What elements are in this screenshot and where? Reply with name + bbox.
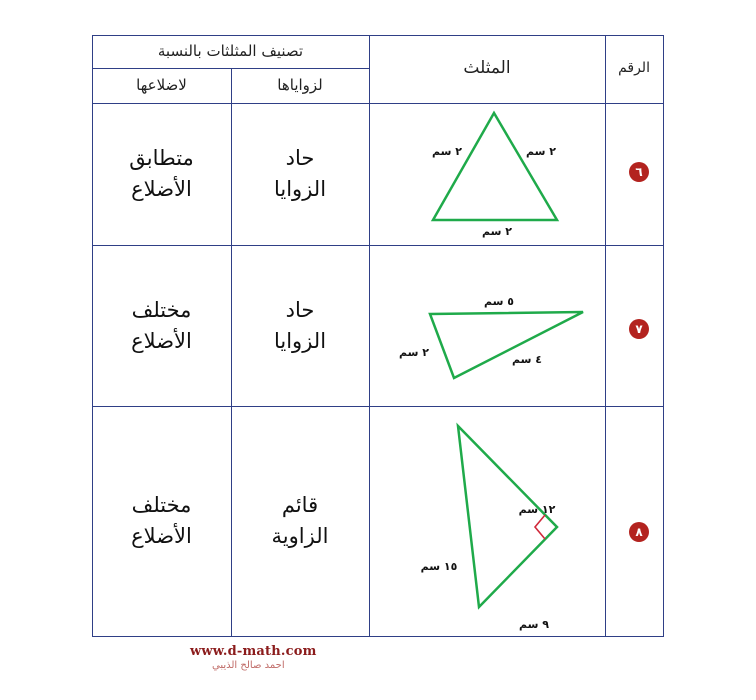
row-8-angles-line-2: الزاوية xyxy=(271,524,329,548)
row-6-equilateral-triangle xyxy=(433,113,557,220)
row-8-label-upper: ١٢ سم xyxy=(518,503,556,516)
row-6-sides-classification xyxy=(92,103,231,245)
row-7-sides-line-1: مختلف xyxy=(131,297,192,322)
row-8-right-triangle xyxy=(458,426,557,607)
row-7-number-badge: ٧ xyxy=(629,319,649,339)
by-angles-header: لزواياها xyxy=(277,76,323,95)
footer-website-url: www.d-math.com xyxy=(190,644,317,659)
row-7-label-top: ٥ سم xyxy=(484,295,514,308)
triangle-header: المثلث xyxy=(463,58,511,79)
row-7-sides-line-2: الأضلاع xyxy=(131,328,192,353)
row-6-sides-line-2: الأضلاع xyxy=(131,177,192,201)
row-8-number-badge: ٨ xyxy=(629,522,649,542)
row-7-triangle-figure xyxy=(369,245,605,406)
classification-header: تصنيف المثلثات بالنسبة xyxy=(157,42,304,61)
row-6-label-right: ٢ سم xyxy=(526,145,556,158)
row-7-label-left: ٢ سم xyxy=(399,346,429,359)
row-7-label-right: ٤ سم xyxy=(512,353,542,366)
row-6-number-badge: ٦ xyxy=(629,162,649,182)
row-7-scalene-triangle xyxy=(430,312,583,378)
row-6-label-bottom: ٢ سم xyxy=(482,225,512,238)
row-6-angles-line-1: حاد xyxy=(285,146,315,170)
row-8-label-lower: ٩ سم xyxy=(519,618,549,631)
row-6-angles-classification xyxy=(231,103,369,245)
row-8-right-angle-marker xyxy=(535,515,545,539)
column-divider-number xyxy=(605,35,606,637)
footer-author-name: احمد صالح الذيبي xyxy=(212,660,285,671)
row-7-angles-classification xyxy=(231,245,369,406)
classification-table xyxy=(92,35,664,637)
table-border-bottom xyxy=(92,636,664,637)
row-7-sides-classification xyxy=(92,245,231,406)
row-6-triangle-figure xyxy=(369,103,605,245)
row-8-angles-classification xyxy=(231,406,369,636)
row-8-triangle-figure xyxy=(369,406,605,636)
number-header: الرقم xyxy=(618,60,650,77)
by-sides-header: لاضلاعها xyxy=(136,76,187,95)
row-8-sides-line-2: الأضلاع xyxy=(131,524,192,548)
row-7-angles-line-1: حاد xyxy=(285,297,315,322)
row-8-label-left: ١٥ سم xyxy=(420,560,458,573)
row-6-sides-line-1: متطابق xyxy=(129,146,194,170)
table-border-right xyxy=(663,35,664,637)
row-8-sides-classification xyxy=(92,406,231,636)
row-6-label-left: ٢ سم xyxy=(432,145,462,158)
row-7-angles-line-2: الزوايا xyxy=(273,328,327,353)
row-6-angles-line-2: الزوايا xyxy=(273,177,327,201)
row-8-angles-line-1: قائم xyxy=(281,493,319,517)
row-8-sides-line-1: مختلف xyxy=(131,493,192,517)
